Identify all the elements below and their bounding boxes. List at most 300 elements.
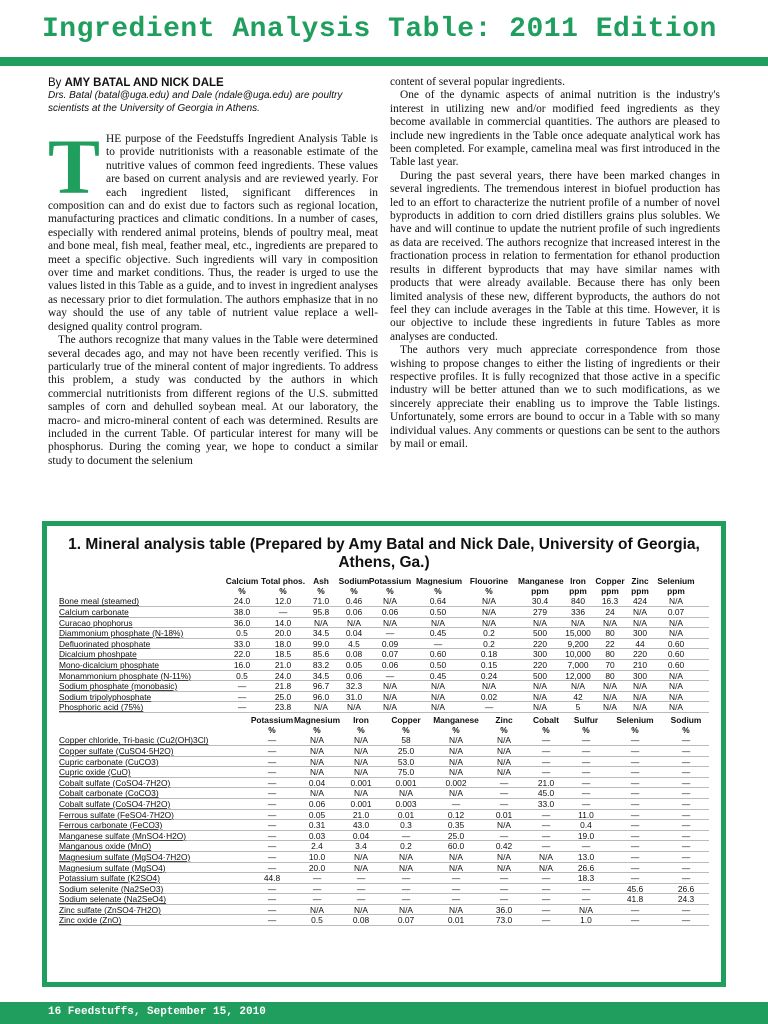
column-header: Iron bbox=[353, 715, 369, 725]
table-cell: — bbox=[541, 841, 551, 852]
table-cell: 7,000 bbox=[567, 659, 589, 670]
table-cell: — bbox=[541, 883, 551, 894]
table-row bbox=[59, 628, 709, 639]
table-cell: N/A bbox=[354, 851, 368, 862]
table-cell: — bbox=[630, 745, 640, 756]
ingredient-name: Curacao phophorus bbox=[59, 617, 133, 628]
column-unit: ppm bbox=[531, 586, 549, 597]
table-cell: 0.001 bbox=[350, 777, 372, 788]
ingredient-name: Manganous oxide (MnO) bbox=[59, 841, 152, 852]
table-row bbox=[59, 863, 709, 874]
table-cell: — bbox=[541, 767, 551, 778]
ingredient-name: Manganese sulfate (MnSO4·H2O) bbox=[59, 830, 187, 841]
table-cell: — bbox=[681, 830, 691, 841]
table-cell: — bbox=[681, 756, 691, 767]
header-row bbox=[59, 576, 709, 586]
column-unit: % bbox=[268, 725, 276, 736]
table-cell: N/A bbox=[354, 756, 368, 767]
table-cell: — bbox=[267, 735, 277, 746]
table-cell: N/A bbox=[539, 851, 553, 862]
table-cell: — bbox=[630, 788, 640, 799]
table-cell: 220 bbox=[533, 659, 547, 670]
table-cell: 0.04 bbox=[345, 628, 363, 639]
table-cell: N/A bbox=[383, 596, 397, 607]
table-cell: — bbox=[681, 809, 691, 820]
table-cell: — bbox=[630, 915, 640, 926]
table-cell: 9,200 bbox=[567, 638, 589, 649]
table-cell: — bbox=[581, 756, 591, 767]
ingredient-name: Cobalt carbonate (CoCO3) bbox=[59, 788, 159, 799]
table-cell: N/A bbox=[603, 617, 617, 628]
units-row bbox=[59, 586, 709, 596]
table-cell: 10.0 bbox=[308, 851, 326, 862]
ingredient-name: Mono-dicalcium phosphate bbox=[59, 659, 160, 670]
table-cell: 96.0 bbox=[312, 691, 330, 702]
table-cell: 24 bbox=[605, 606, 615, 617]
table-cell: 0.2 bbox=[483, 628, 495, 639]
table-cell: — bbox=[267, 915, 277, 926]
table-cell: 30.4 bbox=[531, 596, 549, 607]
table-cell: N/A bbox=[310, 745, 324, 756]
table-cell: — bbox=[267, 756, 277, 767]
table-section-1 bbox=[59, 576, 709, 713]
table-cell: 500 bbox=[533, 628, 547, 639]
column-unit: % bbox=[238, 586, 246, 597]
table-cell: 0.46 bbox=[345, 596, 363, 607]
table-cell: N/A bbox=[354, 767, 368, 778]
table-cell: — bbox=[451, 894, 461, 905]
table-cell: — bbox=[356, 873, 366, 884]
table-cell: 0.45 bbox=[429, 628, 447, 639]
table-cell: 12.0 bbox=[274, 596, 292, 607]
table-cell: 210 bbox=[633, 659, 647, 670]
table-cell: — bbox=[267, 745, 277, 756]
table-cell: — bbox=[356, 894, 366, 905]
column-unit: % bbox=[357, 725, 365, 736]
paragraph-5: During the past several years, there have been marked changes in several ingredients. The tremendous interest in biofuel production has led to an effort to characterize the nutrient profile of a number of novel byproducts in addition to corn dried distillers grains plus solubles. We have and will continue to update the nutrient profile of such ingredients as data are received. The authors recognize that increased interest in the fractionation process in relation to fermentation for ethanol production results in different byproducts that may have similar names with products that were already available. Because there has only been limited analysis of these new, different byproducts, the authors do not feel they can include averages in the Table at this time. However, it is our objective to include these ingredients in future Tables as more analyses are conducted. bbox=[390, 169, 720, 343]
table-cell: — bbox=[401, 894, 411, 905]
byline-prefix: By bbox=[48, 77, 65, 89]
table-cell: 26.6 bbox=[577, 862, 595, 873]
column-header: Zinc bbox=[631, 576, 649, 586]
table-cell: — bbox=[681, 873, 691, 884]
table-cell: — bbox=[267, 820, 277, 831]
table-cell: — bbox=[541, 820, 551, 831]
table-cell: — bbox=[499, 873, 509, 884]
ingredient-name: Sodium tripolyphosphate bbox=[59, 691, 152, 702]
table-cell: — bbox=[681, 777, 691, 788]
column-unit: % bbox=[279, 586, 287, 597]
table-cell: 11.0 bbox=[578, 809, 594, 820]
table-cell: — bbox=[267, 841, 277, 852]
page-footer bbox=[0, 1002, 768, 1024]
table-cell: 99.0 bbox=[312, 638, 330, 649]
mineral-analysis-table bbox=[42, 521, 726, 987]
table-cell: 0.2 bbox=[483, 638, 495, 649]
table-cell: 21.0 bbox=[352, 809, 370, 820]
table-cell: 0.06 bbox=[381, 606, 399, 617]
table-cell: — bbox=[451, 883, 461, 894]
table-cell: 0.02 bbox=[480, 691, 498, 702]
table-cell: 0.01 bbox=[495, 809, 513, 820]
table-cell: N/A bbox=[449, 745, 463, 756]
table-cell: 70 bbox=[605, 659, 615, 670]
table-cell: 58 bbox=[401, 735, 411, 746]
column-header: Sodium bbox=[338, 576, 370, 586]
header-row bbox=[59, 715, 709, 725]
table-cell: — bbox=[630, 777, 640, 788]
table-cell: 24.0 bbox=[274, 670, 292, 681]
table-cell: — bbox=[499, 883, 509, 894]
table-cell: 0.08 bbox=[345, 649, 363, 660]
ingredient-name: Magnesium sulfate (MgSO4·7H2O) bbox=[59, 851, 191, 862]
table-row bbox=[59, 660, 709, 671]
table-cell: N/A bbox=[310, 756, 324, 767]
paragraph-6: The authors very much appreciate correspondence from those wishing to propose changes to either the listing of ingredients or their respective profiles. It is fully recognized that those active in a specific industry will be better attuned than we to such modifications, as we sincerely appreciate their enabling us to improve the Table listings. Unfortunately, some errors are bound to occur in a Table with so many individual values. Any comments or questions can be sent to the authors by mail or email. bbox=[390, 344, 720, 450]
ingredient-name: Sodium phosphate (monobasic) bbox=[59, 681, 178, 692]
column-header: Flouorine bbox=[469, 576, 509, 586]
table-cell: — bbox=[541, 809, 551, 820]
table-cell: 0.09 bbox=[381, 638, 399, 649]
table-cell: N/A bbox=[533, 681, 547, 692]
table-cell: 0.15 bbox=[480, 659, 498, 670]
table-cell: N/A bbox=[633, 606, 647, 617]
table-cell: 5 bbox=[575, 702, 581, 713]
column-header: Total phos. bbox=[261, 576, 306, 586]
table-row bbox=[59, 649, 709, 660]
table-cell: — bbox=[630, 873, 640, 884]
table-cell: N/A bbox=[347, 617, 361, 628]
table-cell: N/A bbox=[533, 617, 547, 628]
table-cell: 0.50 bbox=[429, 606, 447, 617]
table-cell: 300 bbox=[533, 649, 547, 660]
table-cell: 0.42 bbox=[495, 841, 513, 852]
table-cell: — bbox=[581, 798, 591, 809]
table-cell: — bbox=[499, 777, 509, 788]
ingredient-name: Copper sulfate (CuSO4·5H2O) bbox=[59, 745, 174, 756]
column-header: Calcium bbox=[225, 576, 259, 586]
table-cell: — bbox=[630, 851, 640, 862]
table-cell: — bbox=[237, 691, 247, 702]
table-cell: N/A bbox=[449, 862, 463, 873]
table-cell: 25.0 bbox=[447, 830, 465, 841]
table-cell: — bbox=[499, 798, 509, 809]
table-cell: 36.0 bbox=[495, 904, 513, 915]
column-header: Selenium bbox=[657, 576, 695, 586]
table-cell: 0.18 bbox=[480, 649, 498, 660]
paragraph-2: The authors recognize that many values in the Table were determined several decades ago, and may not have been recently verified. This is particularly true of the mineral content of major ingredients. To address this problem, a study was conducted by the authors in which commercial nutritionists from different regions of the U.S. submitted samples of corn and dehulled soybean meal. At our laboratory, the macro- and micro-mineral content of each was determined. Results are included in the current Table. Of particular interest for many will be phosphorus. During the coming year, we hope to conduct a similar study to document the selenium bbox=[48, 334, 378, 467]
table-row bbox=[59, 831, 709, 842]
masthead bbox=[0, 0, 768, 62]
table-cell: N/A bbox=[571, 617, 585, 628]
column-unit: % bbox=[582, 725, 590, 736]
column-unit: % bbox=[542, 725, 550, 736]
ingredient-name: Monammonium phosphate (N-11%) bbox=[59, 670, 192, 681]
table-cell: 0.64 bbox=[429, 596, 447, 607]
table-cell: N/A bbox=[354, 735, 368, 746]
table-cell: — bbox=[681, 851, 691, 862]
table-cell: 1.0 bbox=[580, 915, 592, 926]
table-cell: 300 bbox=[633, 628, 647, 639]
ingredient-name: Sodium selenite (Na2SeO3) bbox=[59, 883, 164, 894]
table-cell: — bbox=[681, 841, 691, 852]
table-cell: — bbox=[581, 841, 591, 852]
table-cell: 45.6 bbox=[626, 883, 644, 894]
table-cell: 24.0 bbox=[233, 596, 251, 607]
table-cell: — bbox=[630, 735, 640, 746]
table-cell: N/A bbox=[314, 702, 328, 713]
table-cell: 31.0 bbox=[345, 691, 363, 702]
ingredient-name: Potassium sulfate (K2SO4) bbox=[59, 873, 161, 884]
table-row bbox=[59, 852, 709, 863]
table-row bbox=[59, 702, 709, 713]
table-cell: 15,000 bbox=[565, 628, 591, 639]
table-cell: N/A bbox=[669, 617, 683, 628]
table-row bbox=[59, 746, 709, 757]
table-cell: N/A bbox=[449, 904, 463, 915]
table-row bbox=[59, 810, 709, 821]
ingredient-name: Ferrous carbonate (FeCO3) bbox=[59, 820, 163, 831]
table-cell: — bbox=[312, 894, 322, 905]
table-cell: N/A bbox=[669, 681, 683, 692]
table-cell: N/A bbox=[399, 851, 413, 862]
table-cell: — bbox=[681, 788, 691, 799]
table-cell: 43.0 bbox=[352, 820, 370, 831]
table-cell: 0.60 bbox=[667, 649, 685, 660]
table-row bbox=[59, 820, 709, 831]
column-unit: % bbox=[434, 586, 442, 597]
table-cell: 18.3 bbox=[577, 873, 595, 884]
table-cell: N/A bbox=[497, 851, 511, 862]
table-cell: 12,000 bbox=[565, 670, 591, 681]
column-unit: % bbox=[452, 725, 460, 736]
table-cell: 33.0 bbox=[233, 638, 251, 649]
table-cell: 0.01 bbox=[447, 915, 465, 926]
table-cell: 16.0 bbox=[233, 659, 251, 670]
table-cell: 71.0 bbox=[312, 596, 330, 607]
table-cell: N/A bbox=[497, 767, 511, 778]
table-cell: N/A bbox=[497, 820, 511, 831]
table-cell: 0.60 bbox=[667, 659, 685, 670]
table-title: 1. Mineral analysis table (Prepared by Amy Batal and Nick Dale, University of Georgia, Athens, Ga.) bbox=[68, 536, 700, 571]
table-cell: — bbox=[451, 873, 461, 884]
table-cell: — bbox=[267, 809, 277, 820]
table-cell: — bbox=[541, 756, 551, 767]
table-cell: 0.60 bbox=[667, 638, 685, 649]
table-cell: — bbox=[630, 767, 640, 778]
table-cell: 0.06 bbox=[345, 670, 363, 681]
table-cell: — bbox=[581, 788, 591, 799]
column-unit: % bbox=[386, 586, 394, 597]
table-cell: 0.4 bbox=[580, 820, 592, 831]
table-cell: N/A bbox=[669, 691, 683, 702]
table-cell: 424 bbox=[633, 596, 647, 607]
table-cell: — bbox=[541, 894, 551, 905]
table-cell: 44.8 bbox=[263, 873, 281, 884]
column-unit: ppm bbox=[631, 586, 649, 597]
ingredient-name: Zinc sulfate (ZnSO4·7H2O) bbox=[59, 904, 161, 915]
table-cell: 42 bbox=[573, 691, 583, 702]
table-cell: — bbox=[541, 830, 551, 841]
table-cell: — bbox=[630, 820, 640, 831]
table-cell: N/A bbox=[310, 904, 324, 915]
table-cell: 0.07 bbox=[381, 649, 399, 660]
column-header: Iron bbox=[570, 576, 586, 586]
table-cell: — bbox=[401, 830, 411, 841]
table-cell: — bbox=[401, 873, 411, 884]
table-cell: — bbox=[630, 798, 640, 809]
table-cell: — bbox=[630, 841, 640, 852]
paragraph-3: content of several popular ingredients. bbox=[390, 76, 565, 88]
ingredient-name: Diammonium phosphate (N-18%) bbox=[59, 628, 184, 639]
table-cell: — bbox=[541, 915, 551, 926]
table-cell: 0.04 bbox=[352, 830, 370, 841]
table-cell: 3.4 bbox=[355, 841, 367, 852]
table-cell: — bbox=[499, 894, 509, 905]
table-row bbox=[59, 639, 709, 650]
table-cell: — bbox=[681, 745, 691, 756]
table-cell: — bbox=[581, 894, 591, 905]
table-cell: — bbox=[385, 628, 395, 639]
table-row bbox=[59, 671, 709, 682]
ingredient-name: Calcium carbonate bbox=[59, 606, 129, 617]
table-cell: N/A bbox=[383, 681, 397, 692]
table-cell: N/A bbox=[669, 596, 683, 607]
column-header: Potassium bbox=[368, 576, 412, 586]
table-cell: 0.001 bbox=[350, 798, 372, 809]
ingredient-name: Zinc oxide (ZnO) bbox=[59, 915, 122, 926]
column-header: Magnesium bbox=[416, 576, 463, 586]
table-cell: 36.0 bbox=[233, 617, 251, 628]
table-cell: N/A bbox=[603, 702, 617, 713]
ingredient-name: Dicalcium phoshpate bbox=[59, 649, 137, 660]
table-cell: 0.07 bbox=[397, 915, 415, 926]
table-cell: N/A bbox=[383, 691, 397, 702]
table-cell: N/A bbox=[399, 862, 413, 873]
table-cell: — bbox=[681, 904, 691, 915]
table-cell: — bbox=[541, 904, 551, 915]
column-header: Copper bbox=[595, 576, 625, 586]
column-header: Manganese bbox=[518, 576, 564, 586]
table-cell: N/A bbox=[482, 617, 496, 628]
table-cell: — bbox=[681, 915, 691, 926]
table-cell: 96.7 bbox=[312, 681, 330, 692]
units-row bbox=[59, 725, 709, 735]
table-cell: — bbox=[267, 851, 277, 862]
table-cell: 20.0 bbox=[274, 628, 292, 639]
column-unit: % bbox=[317, 586, 325, 597]
ingredient-name: Cobalt sulfate (CoSO4·7H2O) bbox=[59, 798, 171, 809]
table-cell: — bbox=[312, 883, 322, 894]
column-header: Sulfur bbox=[573, 715, 599, 725]
table-cell: 0.002 bbox=[445, 777, 467, 788]
table-cell: 18.0 bbox=[274, 638, 292, 649]
table-cell: N/A bbox=[399, 788, 413, 799]
ingredient-name: Cobalt sulfate (CoSO4·7H2O) bbox=[59, 777, 171, 788]
column-unit: % bbox=[485, 586, 493, 597]
table-cell: 0.04 bbox=[308, 777, 326, 788]
column-unit: % bbox=[631, 725, 639, 736]
table-cell: 0.35 bbox=[447, 820, 465, 831]
table-row bbox=[59, 915, 709, 926]
table-cell: 19.0 bbox=[577, 830, 595, 841]
table-cell: N/A bbox=[497, 745, 511, 756]
table-cell: 14.0 bbox=[274, 617, 292, 628]
column-unit: % bbox=[500, 725, 508, 736]
table-cell: — bbox=[278, 606, 288, 617]
ingredient-name: Ferrous sulfate (FeSO4·7H2O) bbox=[59, 809, 174, 820]
column-unit: ppm bbox=[667, 586, 685, 597]
table-cell: N/A bbox=[347, 702, 361, 713]
table-cell: — bbox=[267, 830, 277, 841]
column-unit: ppm bbox=[601, 586, 619, 597]
table-cell: N/A bbox=[497, 756, 511, 767]
column-unit: % bbox=[682, 725, 690, 736]
ingredient-name: Sodium selenate (Na2SeO4) bbox=[59, 894, 167, 905]
table-cell: 22 bbox=[605, 638, 615, 649]
table-cell: N/A bbox=[633, 681, 647, 692]
table-row bbox=[59, 905, 709, 916]
table-cell: N/A bbox=[669, 628, 683, 639]
table-cell: N/A bbox=[310, 788, 324, 799]
table-cell: N/A bbox=[399, 904, 413, 915]
table-cell: N/A bbox=[497, 862, 511, 873]
column-header: Potassium bbox=[250, 715, 294, 725]
table-cell: — bbox=[267, 883, 277, 894]
table-cell: 95.8 bbox=[312, 606, 330, 617]
column-header: Manganese bbox=[433, 715, 479, 725]
table-cell: 0.06 bbox=[345, 606, 363, 617]
table-cell: N/A bbox=[449, 735, 463, 746]
table-cell: N/A bbox=[431, 702, 445, 713]
table-cell: — bbox=[581, 883, 591, 894]
table-cell: N/A bbox=[383, 702, 397, 713]
table-cell: — bbox=[312, 873, 322, 884]
table-cell: N/A bbox=[579, 904, 593, 915]
table-cell: — bbox=[451, 798, 461, 809]
table-cell: 0.06 bbox=[308, 798, 326, 809]
table-cell: — bbox=[681, 767, 691, 778]
table-cell: N/A bbox=[633, 702, 647, 713]
table-cell: 34.5 bbox=[312, 670, 330, 681]
table-row bbox=[59, 788, 709, 799]
table-cell: — bbox=[581, 777, 591, 788]
table-cell: 41.8 bbox=[626, 894, 644, 905]
table-cell: N/A bbox=[603, 691, 617, 702]
table-cell: — bbox=[267, 862, 277, 873]
table-cell: N/A bbox=[571, 681, 585, 692]
table-cell: 60.0 bbox=[447, 841, 465, 852]
table-cell: N/A bbox=[533, 691, 547, 702]
table-cell: N/A bbox=[431, 617, 445, 628]
table-cell: N/A bbox=[431, 681, 445, 692]
table-cell: N/A bbox=[633, 617, 647, 628]
table-cell: 0.5 bbox=[236, 628, 248, 639]
table-cell: 220 bbox=[533, 638, 547, 649]
table-cell: 32.3 bbox=[345, 681, 363, 692]
table-row bbox=[59, 799, 709, 810]
table-cell: — bbox=[681, 820, 691, 831]
table-cell: 300 bbox=[633, 670, 647, 681]
table-cell: N/A bbox=[310, 767, 324, 778]
table-cell: — bbox=[581, 745, 591, 756]
table-cell: — bbox=[385, 670, 395, 681]
table-cell: 0.3 bbox=[400, 820, 412, 831]
table-cell: 10,000 bbox=[565, 649, 591, 660]
table-cell: — bbox=[267, 798, 277, 809]
table-cell: N/A bbox=[497, 735, 511, 746]
table-cell: N/A bbox=[310, 735, 324, 746]
